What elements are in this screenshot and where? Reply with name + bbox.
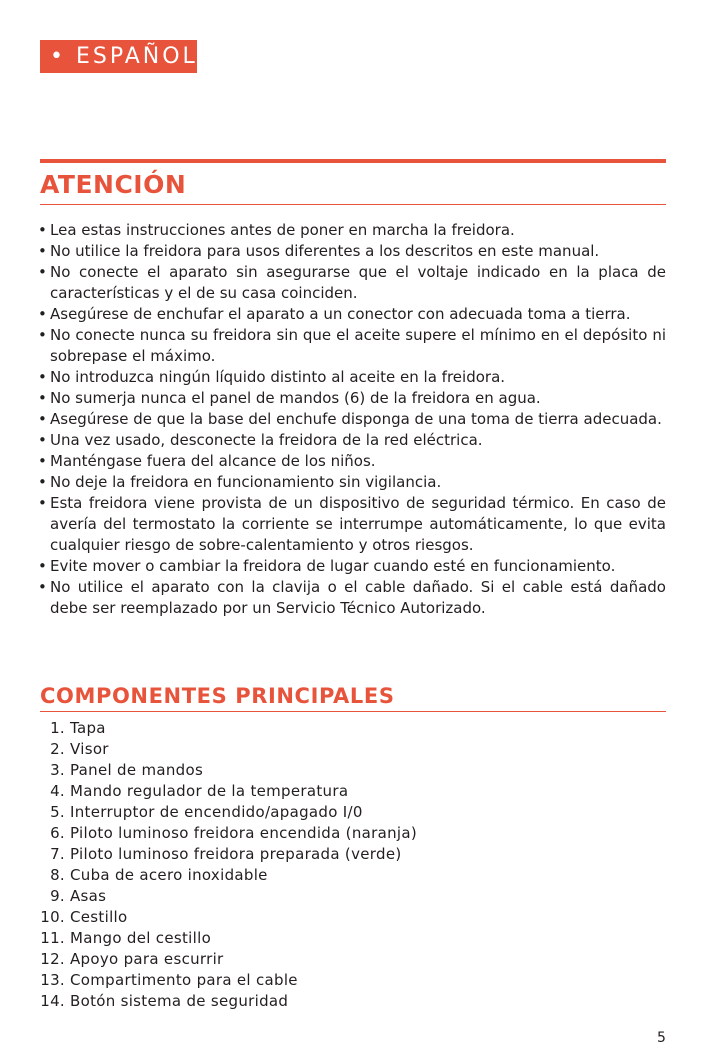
- component-label: Apoyo para escurrir: [70, 950, 224, 968]
- component-label: Mango del cestillo: [70, 929, 212, 947]
- component-number: 2.: [50, 740, 65, 758]
- component-label: Mando regulador de la temperatura: [70, 782, 349, 800]
- component-number: 11.: [40, 929, 65, 947]
- components-heading: COMPONENTES PRINCIPALES: [40, 684, 395, 708]
- components-list: [38, 718, 638, 1012]
- component-label: Panel de mandos: [70, 761, 204, 779]
- component-label: Cuba de acero inoxidable: [70, 866, 268, 884]
- attention-item: • Asegúrese de que la base del enchufe disponga de una toma de tierra adecuada.: [38, 409, 666, 430]
- attention-item: • No conecte el aparato sin asegurarse que el voltaje indicado en la placa de características y el de su casa coinciden.: [38, 262, 666, 304]
- component-number: 3.: [50, 761, 65, 779]
- attention-item: • No sumerja nunca el panel de mandos (6) de la freidora en agua.: [38, 388, 666, 409]
- component-item: [38, 949, 638, 970]
- component-item: [38, 907, 638, 928]
- component-number: 5.: [50, 803, 65, 821]
- component-label: Cestillo: [70, 908, 128, 926]
- component-item: [38, 886, 638, 907]
- components-underline: [40, 711, 666, 712]
- attention-underline: [40, 204, 666, 205]
- section-divider-thick: [40, 159, 666, 163]
- attention-heading: ATENCIÓN: [40, 170, 187, 199]
- component-label: Interruptor de encendido/apagado I/0: [70, 803, 363, 821]
- component-number: 13.: [40, 971, 65, 989]
- attention-item: • No deje la freidora en funcionamiento sin vigilancia.: [38, 472, 666, 493]
- component-item: [38, 760, 638, 781]
- component-label: Tapa: [70, 719, 106, 737]
- attention-item: • No utilice el aparato con la clavija o el cable dañado. Si el cable está dañado debe ser reemplazado por un Servicio Técnico Autorizado.: [38, 577, 666, 619]
- attention-item: • No conecte nunca su freidora sin que el aceite supere el mínimo en el depósito ni sobrepase el máximo.: [38, 325, 666, 367]
- component-item: [38, 928, 638, 949]
- component-label: Piloto luminoso freidora preparada (verde): [70, 845, 402, 863]
- component-label: Piloto luminoso freidora encendida (naranja): [70, 824, 418, 842]
- component-label: Compartimento para el cable: [70, 971, 298, 989]
- attention-item: • No utilice la freidora para usos diferentes a los descritos en este manual.: [38, 241, 666, 262]
- attention-item: • Lea estas instrucciones antes de poner en marcha la freidora.: [38, 220, 666, 241]
- component-number: 9.: [50, 887, 65, 905]
- component-item: [38, 844, 638, 865]
- component-number: 8.: [50, 866, 65, 884]
- component-item: [38, 718, 638, 739]
- component-number: 12.: [40, 950, 65, 968]
- component-item: [38, 781, 638, 802]
- component-number: 4.: [50, 782, 65, 800]
- component-number: 7.: [50, 845, 65, 863]
- attention-item: • Una vez usado, desconecte la freidora de la red eléctrica.: [38, 430, 666, 451]
- component-number: 1.: [50, 719, 65, 737]
- component-item: [38, 823, 638, 844]
- component-number: 6.: [50, 824, 65, 842]
- attention-item: • Evite mover o cambiar la freidora de lugar cuando esté en funcionamiento.: [38, 556, 666, 577]
- component-label: Botón sistema de seguridad: [70, 992, 289, 1010]
- language-tag: • ESPAÑOL: [40, 40, 197, 73]
- attention-item: • No introduzca ningún líquido distinto al aceite en la freidora.: [38, 367, 666, 388]
- attention-item: • Manténgase fuera del alcance de los niños.: [38, 451, 666, 472]
- component-number: 14.: [40, 992, 65, 1010]
- component-item: [38, 991, 638, 1012]
- component-item: [38, 739, 638, 760]
- component-item: [38, 865, 638, 886]
- attention-list: [38, 220, 666, 619]
- component-label: Asas: [70, 887, 107, 905]
- component-number: 10.: [40, 908, 65, 926]
- component-label: Visor: [70, 740, 109, 758]
- attention-item: • Asegúrese de enchufar el aparato a un conector con adecuada toma a tierra.: [38, 304, 666, 325]
- attention-item: • Esta freidora viene provista de un dispositivo de seguridad térmico. En caso de avería del termostato la corriente se interrumpe automáticamente, lo que evita cualquier riesgo de sobre-calentamiento y otros riesgos.: [38, 493, 666, 556]
- component-item: [38, 802, 638, 823]
- page-number: 5: [657, 1030, 666, 1046]
- component-item: [38, 970, 638, 991]
